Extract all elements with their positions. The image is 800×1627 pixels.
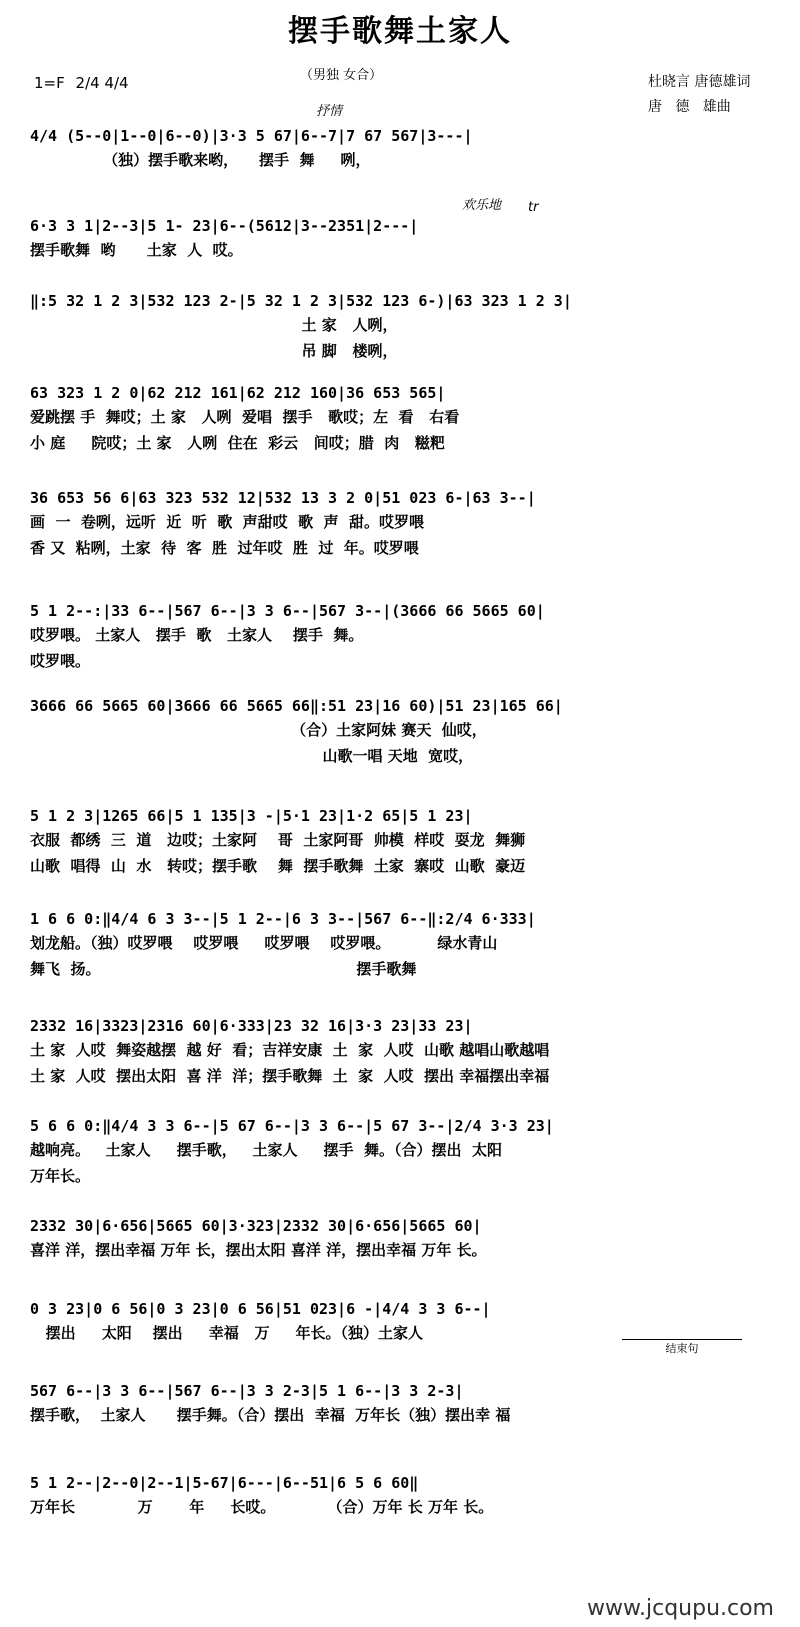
score-system	[30, 290, 776, 364]
score-system	[30, 382, 776, 456]
score-system	[30, 487, 776, 561]
score-system	[30, 125, 776, 173]
lyric-line: 舞飞 扬。 摆手歌舞	[30, 960, 417, 978]
lyric-line: 摆出 太阳 摆出 幸福 万 年长。（独）土家人	[30, 1324, 424, 1342]
lyric-line: 画 一 卷咧，远听 近 听 歌 声甜哎 歌 声 甜。哎罗喂	[30, 513, 425, 531]
performance-note: （男独 女合）	[300, 68, 383, 83]
score-system	[30, 908, 776, 982]
notation-line: 2332 30|6·656|5665 60|3·323|2332 30|6·656|5665 60|	[30, 1217, 482, 1235]
score-system	[30, 600, 776, 674]
mood-mark: 欢乐地	[462, 198, 502, 213]
notation-line: 1 6 6 0:‖4/4 6 3 3--|5 1 2--|6 3 3--|567 6--‖:2/4 6·333|	[30, 910, 536, 928]
lyric-line: 爱跳摆 手 舞哎；土 家 人咧 爱唱 摆手 歌哎；左 看 右看	[30, 408, 460, 426]
lyric-line: 小 庭 院哎；土 家 人咧 住在 彩云 间哎；腊 肉 糍粑	[30, 434, 445, 452]
lyric-line: 山歌 唱得 山 水 转哎；摆手歌 舞 摆手歌舞 土家 寨哎 山歌 豪迈	[30, 857, 526, 875]
lyric-line: （合）土家阿妹 赛天 仙哎，	[30, 721, 487, 739]
lyric-line: 越响亮。 土家人 摆手歌， 土家人 摆手 舞。（合）摆出 太阳	[30, 1141, 502, 1159]
key-signature	[34, 74, 129, 92]
ending-label: 结束句	[622, 1339, 742, 1356]
notation-line: 5 1 2 3|1265 66|5 1 135|3 -|5·1 23|1·2 65|5 1 23|	[30, 807, 473, 825]
notation-line: 567 6--|3 3 6--|567 6--|3 3 2-3|5 1 6--|3 3 2-3|	[30, 1382, 464, 1400]
lyric-line: 摆手歌舞 哟 土家 人 哎。	[30, 241, 243, 259]
trill-mark: tr	[528, 200, 539, 215]
lyric-line: 香 又 粘咧，土家 待 客 胜 过年哎 胜 过 年。哎罗喂	[30, 539, 419, 557]
score-system	[30, 695, 776, 769]
score-system	[30, 1115, 776, 1189]
score-system	[30, 1380, 776, 1428]
lyric-line: 山歌一唱 天地 宽哎，	[30, 747, 474, 765]
score-system	[30, 1015, 776, 1089]
composer: 唐 德 雄曲	[648, 99, 731, 115]
lyric-line: 划龙船。（独）哎罗喂 哎罗喂 哎罗喂 哎罗喂。 绿水青山	[30, 934, 498, 952]
lyric-line: 哎罗喂。 土家人 摆手 歌 土家人 摆手 舞。	[30, 626, 364, 644]
lyric-line: 喜洋 洋，摆出幸福 万年 长，摆出太阳 喜洋 洋，摆出幸福 万年 长。	[30, 1241, 487, 1259]
notation-line: 5 1 2--:|33 6--|567 6--|3 3 6--|567 3--|(3666 66 5665 60|	[30, 602, 545, 620]
score-system	[30, 215, 776, 263]
lyric-line: 摆手歌， 土家人 摆手舞。（合）摆出 幸福 万年长（独）摆出幸 福	[30, 1406, 511, 1424]
score-system	[30, 805, 776, 879]
lyric-line: （独）摆手歌来哟， 摆手 舞 咧，	[30, 151, 371, 169]
notation-line: ‖:5 32 1 2 3|532 123 2-|5 32 1 2 3|532 123 6-)|63 323 1 2 3|	[30, 292, 572, 310]
notation-line: 0 3 23|0 6 56|0 3 23|0 6 56|51 023|6 -|4/4 3 3 6--|	[30, 1300, 491, 1318]
credits	[648, 70, 750, 120]
lyric-line: 万年长。	[30, 1167, 91, 1185]
time-signature: 2/4 4/4	[75, 74, 129, 92]
lyric-line: 土 家 人哎 舞姿越摆 越 好 看；吉祥安康 土 家 人哎 山歌 越唱山歌越唱	[30, 1041, 550, 1059]
notation-line: 4/4 (5--0|1--0|6--0)|3·3 5 67|6--7|7 67 567|3---|	[30, 127, 473, 145]
lyricist: 杜晓言 唐德雄词	[648, 74, 751, 90]
notation-line: 2332 16|3323|2316 60|6·333|23 32 16|3·3 23|33 23|	[30, 1017, 473, 1035]
notation-line: 5 1 2--|2--0|2--1|5-67|6---|6--51|6 5 6 60‖	[30, 1474, 419, 1492]
notation-line: 63 323 1 2 0|62 212 161|62 212 160|36 653 565|	[30, 384, 446, 402]
tempo-mark: 抒情	[316, 104, 343, 119]
notation-line: 3666 66 5665 60|3666 66 5665 66‖:51 23|16 60)|51 23|165 66|	[30, 697, 563, 715]
notation-line: 5 6 6 0:‖4/4 3 3 6--|5 67 6--|3 3 6--|5 67 3--|2/4 3·3 23|	[30, 1117, 554, 1135]
site-watermark: www.jcqupu.com	[587, 1596, 774, 1621]
lyric-line: 土 家 人哎 摆出太阳 喜 洋 洋；摆手歌舞 土 家 人哎 摆出 幸福摆出幸福	[30, 1067, 550, 1085]
song-title: 摆手歌舞土家人	[288, 14, 512, 49]
lyric-line: 哎罗喂。	[30, 652, 91, 670]
score-system	[30, 1215, 776, 1263]
notation-line: 36 653 56 6|63 323 532 12|532 13 3 2 0|51 023 6-|63 3--|	[30, 489, 536, 507]
score-system	[30, 1472, 776, 1520]
score-system	[30, 1298, 776, 1346]
key-value: 1=F	[34, 74, 65, 92]
lyric-line: 万年长 万 年 长哎。 （合）万年 长 万年 长。	[30, 1498, 494, 1516]
lyric-line: 吊 脚 楼咧，	[30, 342, 398, 360]
notation-line: 6·3 3 1|2--3|5 1- 23|6--(5612|3--2351|2---|	[30, 217, 419, 235]
lyric-line: 土 家 人咧，	[30, 316, 398, 334]
lyric-line: 衣服 都绣 三 道 边哎；土家阿 哥 土家阿哥 帅模 样哎 耍龙 舞狮	[30, 831, 526, 849]
